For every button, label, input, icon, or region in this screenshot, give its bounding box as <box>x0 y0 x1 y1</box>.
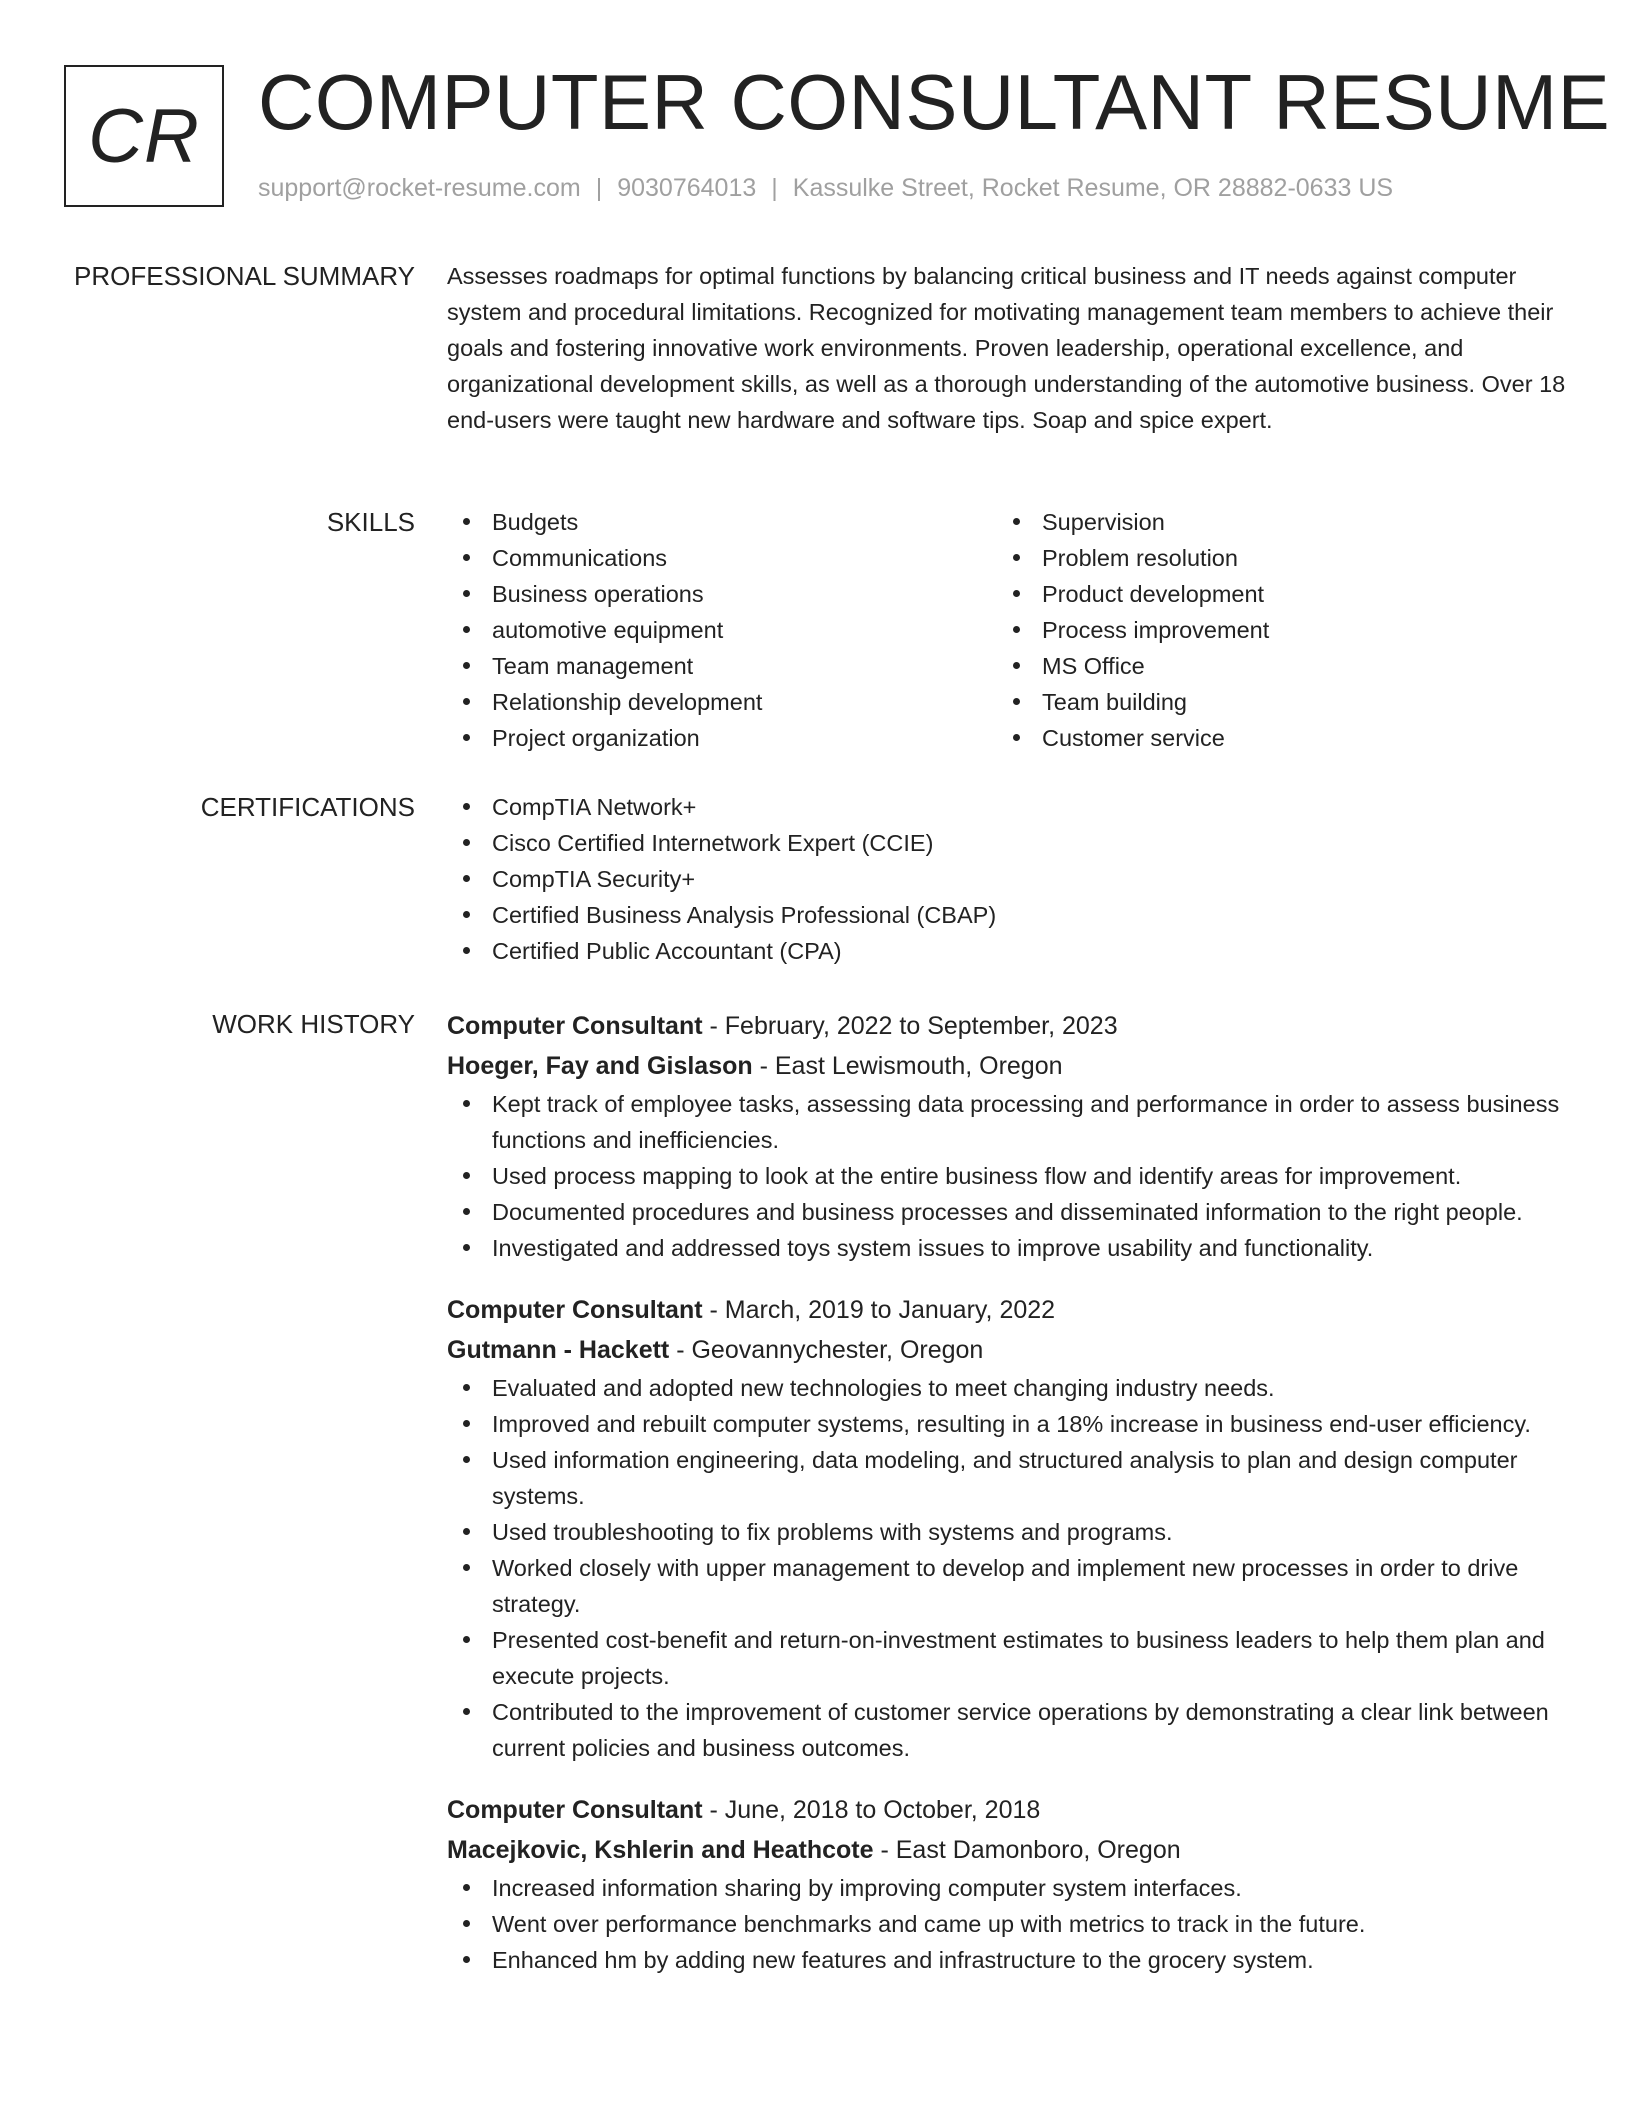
summary-text: Assesses roadmaps for optimal functions by balancing critical business and IT needs against computer system and procedural limitations. Recognized for motivating management team members to achieve their goals and fostering innovative work environments. Proven leadership, operational excellence, and organizational development skills, as well as a thorough understanding of the automotive business. Over 18 end-users were taught new hardware and software tips. Soap and spice expert. <box>447 263 1566 433</box>
job-title: Computer Consultant <box>447 1796 703 1824</box>
monogram-box <box>64 65 224 207</box>
job-bullet: Used troubleshooting to fix problems with systems and programs. <box>447 1514 1572 1550</box>
contact-email[interactable]: support@rocket-resume.com <box>258 174 581 202</box>
certifications-list <box>447 789 1572 969</box>
skill-item: Customer service <box>997 720 1547 756</box>
job-bullets <box>447 1086 1572 1266</box>
job-company: Gutmann - Hackett <box>447 1336 670 1364</box>
job-bullet: Went over performance benchmarks and came up with metrics to track in the future. <box>447 1906 1572 1942</box>
job-entry <box>447 1790 1572 1978</box>
job-title-line <box>447 1790 1572 1830</box>
skill-item: Business operations <box>447 576 997 612</box>
job-location: - East Lewismouth, Oregon <box>752 1052 1063 1080</box>
certification-item: CompTIA Network+ <box>447 789 1572 825</box>
skill-item: MS Office <box>997 648 1547 684</box>
job-bullet: Improved and rebuilt computer systems, resulting in a 18% increase in business end-user efficiency. <box>447 1406 1572 1442</box>
job-dates: - March, 2019 to January, 2022 <box>702 1296 1056 1324</box>
skill-item: Project organization <box>447 720 997 756</box>
work-history-body <box>447 1006 1572 1978</box>
job-title: Computer Consultant <box>447 1296 703 1324</box>
job-bullet: Evaluated and adopted new technologies to meet changing industry needs. <box>447 1370 1572 1406</box>
job-bullet: Documented procedures and business processes and disseminated information to the right people. <box>447 1194 1572 1230</box>
certifications-body <box>447 789 1572 969</box>
certification-item: Cisco Certified Internetwork Expert (CCIE) <box>447 825 1572 861</box>
skills-column-1 <box>447 504 997 756</box>
job-bullet: Investigated and addressed toys system issues to improve usability and functionality. <box>447 1230 1572 1266</box>
job-company-line <box>447 1830 1572 1870</box>
certification-item: CompTIA Security+ <box>447 861 1572 897</box>
skill-item: Process improvement <box>997 612 1547 648</box>
job-entry <box>447 1290 1572 1766</box>
contact-separator: | <box>771 174 778 202</box>
skills-body <box>447 504 1572 756</box>
job-location: - Geovannychester, Oregon <box>669 1336 984 1364</box>
resume-title: COMPUTER CONSULTANT RESUME <box>258 58 1611 146</box>
section-label-skills: SKILLS <box>326 507 415 537</box>
job-bullet: Used process mapping to look at the entire business flow and identify areas for improvement. <box>447 1158 1572 1194</box>
job-company-line <box>447 1330 1572 1370</box>
monogram-initials: CR <box>88 93 200 179</box>
job-title-line <box>447 1290 1572 1330</box>
skill-item: Product development <box>997 576 1547 612</box>
skill-item: Team management <box>447 648 997 684</box>
job-company-line <box>447 1046 1572 1086</box>
job-title: Computer Consultant <box>447 1012 703 1040</box>
certification-item: Certified Public Accountant (CPA) <box>447 933 1572 969</box>
job-company: Hoeger, Fay and Gislason <box>447 1052 753 1080</box>
certification-item: Certified Business Analysis Professional (CBAP) <box>447 897 1572 933</box>
contact-address: Kassulke Street, Rocket Resume, OR 28882-0633 US <box>792 174 1394 202</box>
job-bullet: Worked closely with upper management to develop and implement new processes in order to drive strategy. <box>447 1550 1572 1622</box>
contact-separator: | <box>595 174 603 202</box>
job-bullet: Contributed to the improvement of customer service operations by demonstrating a clear link between current policies and business outcomes. <box>447 1694 1572 1766</box>
job-bullets <box>447 1870 1572 1978</box>
skill-item: Supervision <box>997 504 1547 540</box>
job-bullet: Enhanced hm by adding new features and infrastructure to the grocery system. <box>447 1942 1572 1978</box>
job-dates: - February, 2022 to September, 2023 <box>702 1012 1118 1040</box>
skill-item: Problem resolution <box>997 540 1547 576</box>
skill-item: Communications <box>447 540 997 576</box>
skill-item: Budgets <box>447 504 997 540</box>
job-bullet: Used information engineering, data modeling, and structured analysis to plan and design computer systems. <box>447 1442 1572 1514</box>
job-bullet: Increased information sharing by improving computer system interfaces. <box>447 1870 1572 1906</box>
contact-line <box>258 174 1393 203</box>
job-location: - East Damonboro, Oregon <box>873 1836 1181 1864</box>
job-bullet: Kept track of employee tasks, assessing data processing and performance in order to assess business functions and inefficiencies. <box>447 1086 1572 1158</box>
skill-item: automotive equipment <box>447 612 997 648</box>
section-label-certifications: CERTIFICATIONS <box>200 792 415 822</box>
contact-phone[interactable]: 9030764013 <box>617 174 757 202</box>
job-bullet: Presented cost-benefit and return-on-investment estimates to business leaders to help them plan and execute projects. <box>447 1622 1572 1694</box>
job-entry <box>447 1006 1572 1266</box>
skills-column-2 <box>997 504 1547 756</box>
skill-item: Team building <box>997 684 1547 720</box>
job-bullets <box>447 1370 1572 1766</box>
section-label-work-history: WORK HISTORY <box>212 1009 415 1039</box>
summary-body <box>447 258 1572 438</box>
job-company: Macejkovic, Kshlerin and Heathcote <box>447 1836 874 1864</box>
skill-item: Relationship development <box>447 684 997 720</box>
job-title-line <box>447 1006 1572 1046</box>
job-dates: - June, 2018 to October, 2018 <box>702 1796 1041 1824</box>
section-label-summary: PROFESSIONAL SUMMARY <box>74 261 415 291</box>
